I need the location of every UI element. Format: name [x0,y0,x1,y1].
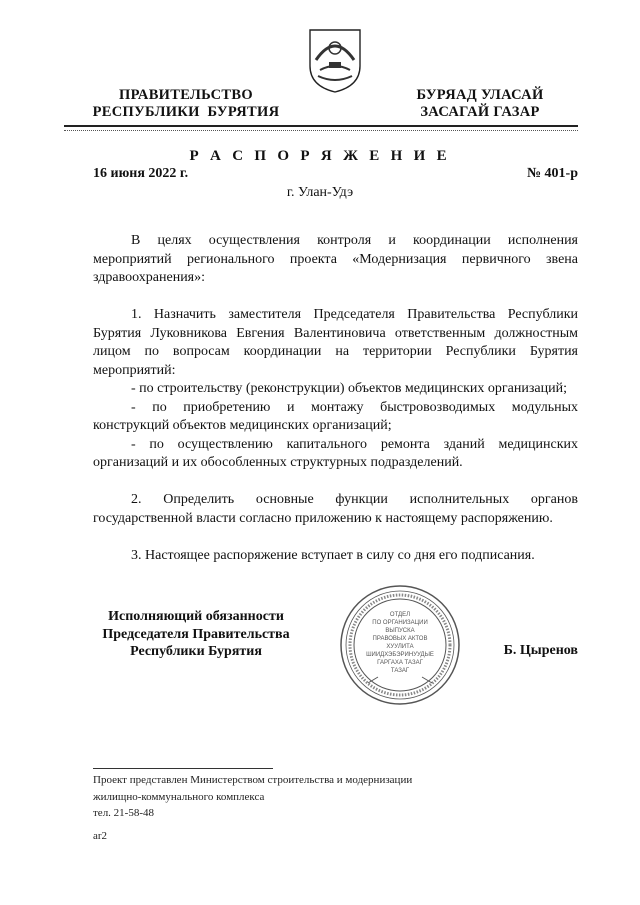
footnote-phone: тел. 21-58-48 [93,807,155,819]
header-left-line2: РЕСПУБЛИКИ БУРЯТИЯ [92,104,280,120]
header-dotted-rule [64,130,578,131]
header-right-line1: БУРЯАД УЛАСАЙ [416,87,544,103]
signatory-position [86,608,306,661]
document-title: Р А С П О Р Я Ж Е Н И Е [189,148,451,164]
header-rule [64,125,578,127]
item-1-subitem-1: - по строительству (реконструкции) объектов медицинских организаций; [131,381,567,396]
footnote-line2: жилищно-коммунального комплекса [93,790,265,803]
document-number: № 401-р [526,166,578,181]
official-stamp-icon [338,583,462,707]
signatory-name: Б. Цыренов [503,643,578,658]
signatory-position-line3: Республики Бурятия [130,644,262,659]
footnote-rule [93,768,273,769]
preamble-paragraph: В целях осуществления контроля и координации исполнения мероприятий регионального проекта «Модернизация первичного звена здравоохранения»: [93,233,578,285]
stamp-text-4: ПРАВОВЫХ АКТОВ [372,636,428,642]
government-name-russian [92,87,280,121]
document-body [93,232,578,565]
item-1-subitem-2: - по приобретению и монтажу быстровозводимых модульных конструкций объектов медицинских организаций; [93,399,578,433]
stamp-text-5: ХУУЛИТА [386,644,414,650]
item-3-paragraph: 3. Настоящее распоряжение вступает в силу со дня его подписания. [131,547,535,563]
footnote-line1: Проект представлен Министерством строительства и модернизации [93,774,413,786]
signatory-position-line2: Председателя Правительства [102,626,290,642]
document-city: г. Улан-Удэ [286,185,354,200]
header-right-line2: ЗАСАГАЙ ГАЗАР [420,104,540,120]
item-1-paragraph: 1. Назначить заместителя Председателя Правительства Республики Бурятия Луковникова Евгения Валентиновича ответственным должностным лицом по вопросам координации на территории Республики Бурятия мероприятий: [93,307,578,378]
government-name-buryat [405,87,555,121]
item-1-subitem-3: - по осуществлению капитального ремонта зданий медицинских организаций и их обособленных структурных подразделений. [93,436,578,470]
stamp-text-6: ШИИДХЭБЭРИНУУДЫЕ [366,652,434,658]
footnote [93,772,412,822]
item-2-paragraph: 2. Определить основные функции исполнительных органов государственной власти согласно приложению к настоящему распоряжению. [93,492,578,526]
stamp-text-8: ТАЗАГ [390,668,410,674]
signatory-position-line1: Исполняющий обязанности [108,609,284,624]
stamp-text-1: ОТДЕЛ [389,612,411,618]
document-date: 16 июня 2022 г. [93,166,189,181]
stamp-text-3: ВЫПУСКА [385,628,415,634]
stamp-text-7: ГАРГАХА ТАЗАГ [377,660,423,666]
document-code: ar2 [93,830,108,842]
stamp-text-2: ПО ОРГАНИЗАЦИИ [372,620,428,626]
header-left-line1: ПРАВИТЕЛЬСТВО [119,87,253,103]
coat-of-arms-icon [304,26,366,94]
